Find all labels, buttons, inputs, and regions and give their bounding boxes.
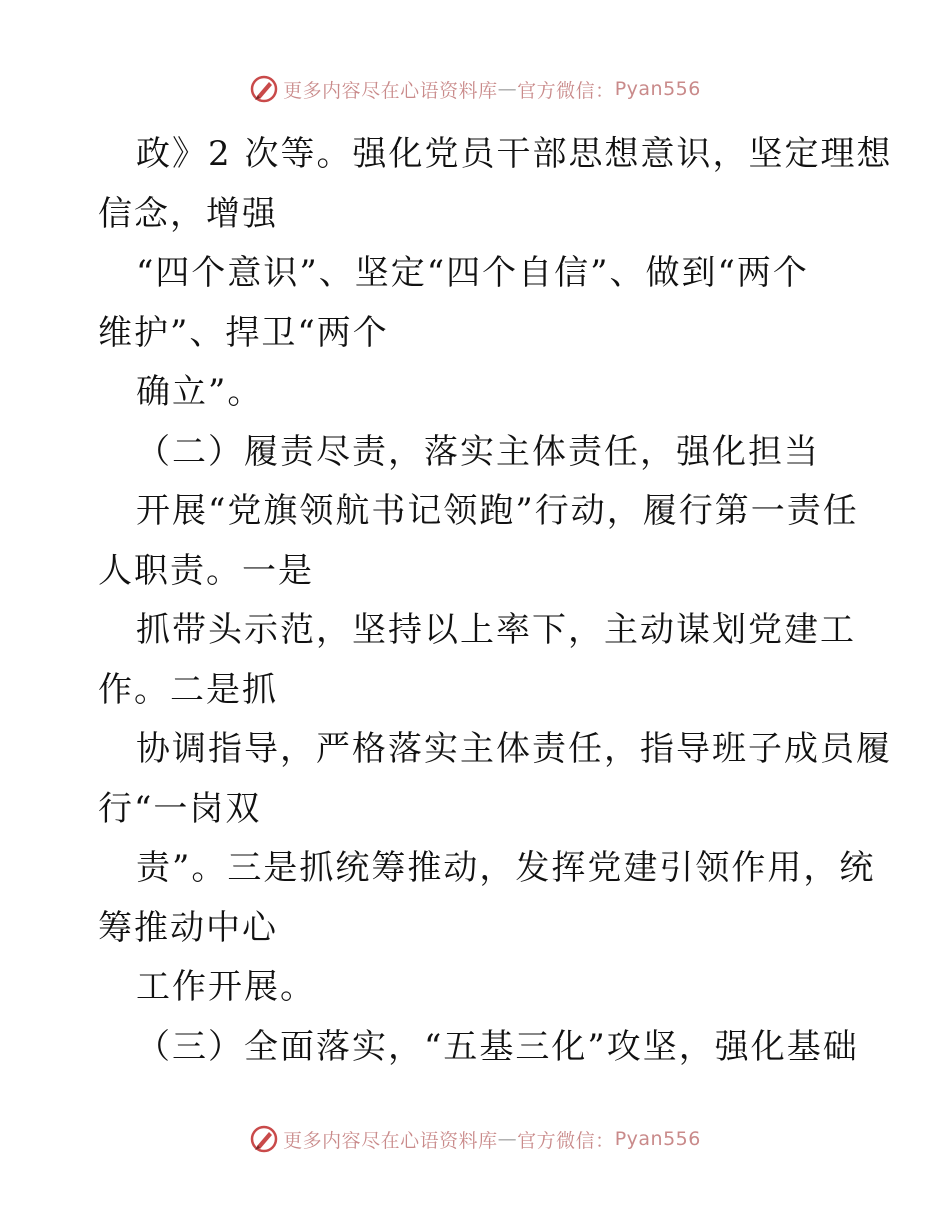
text-line: 作。二是抓: [98, 669, 278, 710]
text-line: 筹推动中心: [98, 907, 278, 948]
watermark-dash: —: [497, 1128, 518, 1150]
text-line: 行“一岗双: [98, 788, 262, 829]
watermark-official-text: 官方微信：: [517, 79, 615, 102]
text-line: （二）履责尽责，落实主体责任，强化担当: [136, 431, 820, 472]
watermark-official-text: 官方微信：: [517, 1129, 615, 1152]
text-line: 责”。三是抓统筹推动，发挥党建引领作用，统: [136, 848, 876, 888]
text-line: 抓带头示范，坚持以上率下，主动谋划党建工: [136, 610, 856, 650]
text-line: 人职责。一是: [98, 550, 314, 591]
pen-logo-icon: [249, 1124, 279, 1154]
watermark-site-text: 更多内容尽在心语资料库: [283, 1129, 498, 1152]
text-line: “四个意识”、坚定“四个自信”、做到“两个: [136, 253, 809, 293]
text-line: （三）全面落实，“五基三化”攻坚，强化基础: [136, 1026, 859, 1067]
text-line: 协调指导，严格落实主体责任，指导班子成员履: [136, 729, 892, 769]
document-body: [98, 125, 893, 1077]
header-watermark: [0, 74, 950, 104]
text-line: 工作开展。: [136, 967, 316, 1007]
watermark-dash: —: [497, 78, 518, 100]
footer-watermark: [0, 1124, 950, 1154]
pen-logo-icon: [249, 74, 279, 104]
text-line: 确立”。: [136, 372, 264, 412]
text-line: 信念，增强: [98, 193, 278, 234]
watermark-site-text: 更多内容尽在心语资料库: [283, 79, 498, 102]
text-line: 开展“党旗领航书记领跑”行动，履行第一责任: [136, 491, 859, 531]
watermark-wechat-id: Pyan556: [614, 1128, 701, 1150]
watermark-wechat-id: Pyan556: [614, 78, 701, 100]
text-line: 政》2 次等。强化党员干部思想意识，坚定理想: [136, 134, 893, 174]
text-line: 维护”、捍卫“两个: [98, 312, 389, 353]
